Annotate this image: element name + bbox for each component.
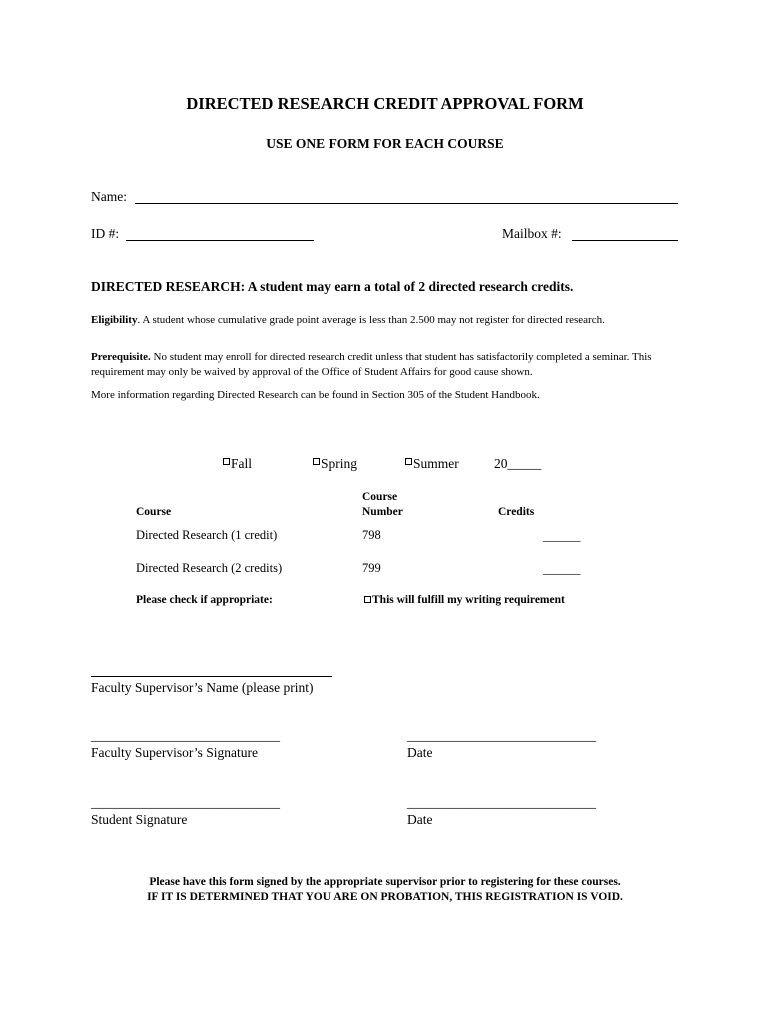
faculty-name-label: Faculty Supervisor’s Name (please print) [91, 680, 314, 695]
name-label: Name: [91, 189, 127, 204]
student-signature-field[interactable]: ____________________________ [91, 795, 280, 810]
faculty-signature-label: Faculty Supervisor’s Signature [91, 745, 258, 760]
eligibility-paragraph [91, 313, 671, 328]
name-field[interactable] [135, 203, 678, 204]
section-heading: DIRECTED RESEARCH: A student may earn a total of 2 directed research credits. [91, 279, 574, 294]
footer-note: Please have this form signed by the appropriate supervisor prior to registering for these courses. [149, 876, 621, 888]
form-subtitle: USE ONE FORM FOR EACH COURSE [266, 136, 504, 151]
mailbox-label: Mailbox #: [502, 226, 562, 241]
faculty-signature-field[interactable]: ____________________________ [91, 728, 280, 743]
term-fall[interactable] [223, 456, 252, 472]
spring-checkbox[interactable] [313, 458, 320, 465]
term-year-field[interactable]: 20_____ [494, 456, 542, 471]
prerequisite-paragraph [91, 350, 671, 380]
probation-warning: IF IT IS DETERMINED THAT YOU ARE ON PROBATION, THIS REGISTRATION IS VOID. [147, 891, 623, 903]
faculty-date-field[interactable]: ____________________________ [407, 728, 596, 743]
writing-requirement-label: This will fulfill my writing requirement [372, 594, 565, 606]
student-date-label: Date [407, 812, 433, 827]
prerequisite-text: No student may enroll for directed research credit unless that student has satisfactorily completed a seminar. This requirement may only be waived by approval of the Office of Student Affairs for good cause shown. [91, 351, 652, 378]
writing-requirement-option[interactable] [364, 594, 565, 606]
column-credits: Credits [498, 506, 535, 518]
mailbox-field[interactable] [572, 240, 678, 241]
row-course: Directed Research (2 credits) [136, 561, 283, 575]
writing-requirement-checkbox[interactable] [364, 596, 371, 603]
faculty-name-field[interactable] [91, 676, 332, 677]
spring-label: Spring [321, 456, 358, 471]
fall-checkbox[interactable] [223, 458, 230, 465]
student-date-field[interactable]: ____________________________ [407, 795, 596, 810]
summer-label: Summer [413, 456, 459, 471]
prerequisite-label: Prerequisite. [91, 351, 151, 363]
term-spring[interactable] [313, 456, 357, 472]
form-title: DIRECTED RESEARCH CREDIT APPROVAL FORM [186, 94, 584, 113]
row-number: 798 [362, 528, 381, 542]
term-summer[interactable] [405, 456, 459, 472]
row-credits-field[interactable]: ______ [543, 562, 581, 576]
more-info-text: More information regarding Directed Research can be found in Section 305 of the Student Handbook. [91, 389, 540, 401]
row-credits-field[interactable]: ______ [543, 529, 581, 543]
id-label: ID #: [91, 226, 120, 241]
id-field[interactable] [126, 240, 314, 241]
student-signature-label: Student Signature [91, 812, 188, 827]
check-label: Please check if appropriate: [136, 594, 273, 606]
column-number-line1: Course [362, 491, 398, 503]
fall-label: Fall [231, 456, 253, 471]
row-course: Directed Research (1 credit) [136, 528, 278, 542]
summer-checkbox[interactable] [405, 458, 412, 465]
eligibility-label: Eligibility [91, 314, 138, 326]
row-number: 799 [362, 561, 381, 575]
column-course: Course [136, 506, 172, 518]
faculty-date-label: Date [407, 745, 433, 760]
eligibility-text: . A student whose cumulative grade point average is less than 2.500 may not register for directed research. [137, 314, 605, 326]
column-number-line2: Number [362, 506, 403, 518]
